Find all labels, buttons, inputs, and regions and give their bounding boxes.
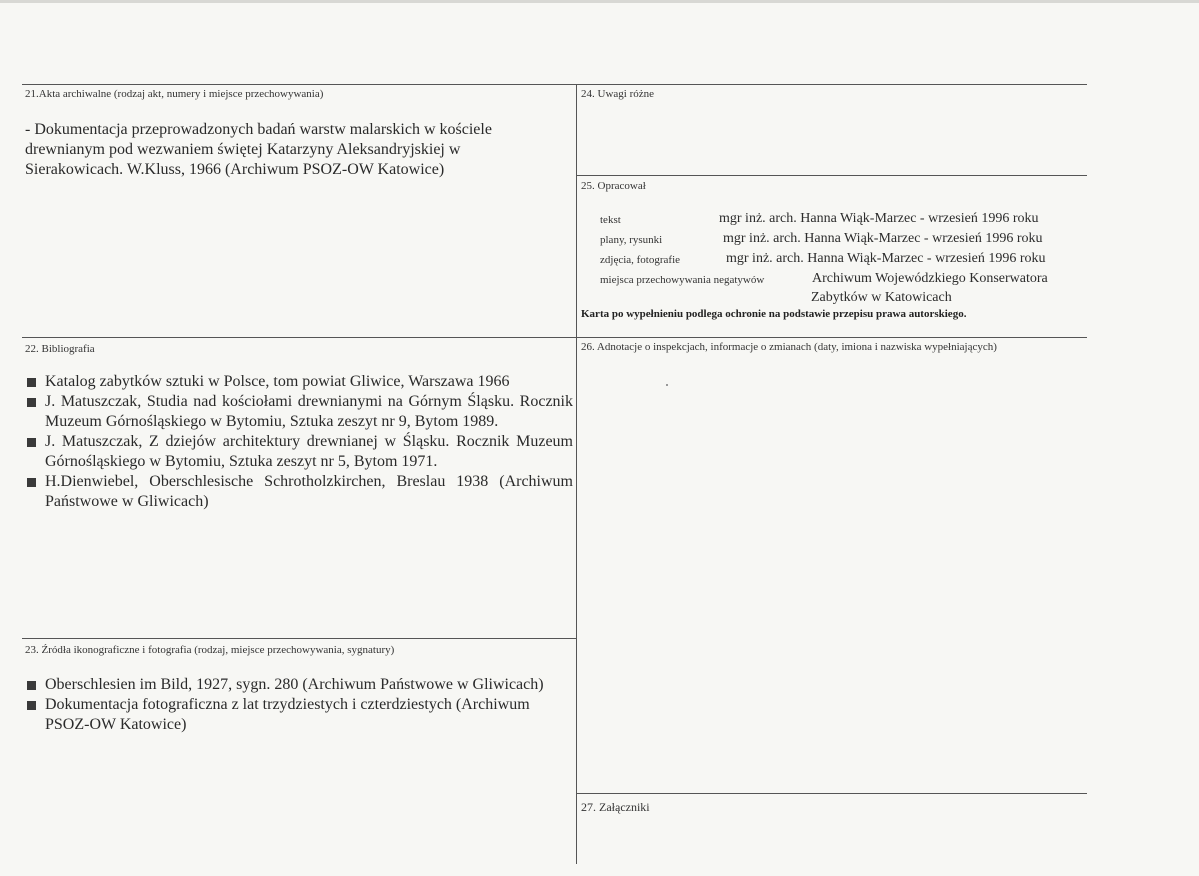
zalaczniki-label: 27. Załączniki	[581, 800, 650, 814]
rule-uwagi-opracowal	[576, 175, 1087, 176]
paper-speck	[666, 384, 668, 386]
row-value: mgr inż. arch. Hanna Wiąk-Marzec - wrzesień 1996 roku	[719, 211, 1039, 226]
bibliografia-list	[25, 372, 573, 512]
rule-bibliografia-zrodla	[22, 638, 576, 639]
sheet-top-edge	[0, 0, 1199, 3]
zrodla-label: 23. Źródła ikonograficzne i fotografia (rodzaj, miejsce przechowywania, sygnatury)	[25, 644, 395, 656]
list-item: Katalog zabytków sztuki w Polsce, tom powiat Gliwice, Warszawa 1966	[25, 372, 573, 392]
row-key: miejsca przechowywania negatywów	[600, 274, 765, 286]
list-item: H.Dienwiebel, Oberschlesische Schrotholzkirchen, Breslau 1938 (Archiwum Państwowe w Gliwicach)	[25, 472, 573, 512]
top-rule	[22, 84, 1087, 85]
zrodla-list	[25, 675, 573, 735]
rule-adnotacje-zalaczniki	[576, 793, 1087, 794]
row-value: mgr inż. arch. Hanna Wiąk-Marzec - wrzesień 1996 roku	[723, 231, 1043, 246]
row-key: tekst	[600, 214, 621, 226]
adnotacje-label: 26. Adnotacje o inspekcjach, informacje o zmianach (daty, imiona i nazwiska wypełniających)	[581, 341, 997, 353]
list-item: Dokumentacja fotograficzna z lat trzydziestych i czterdziestych (Archiwum PSOZ-OW Katowice)	[25, 695, 555, 735]
opracowal-label: 25. Opracował	[581, 180, 646, 192]
center-divider	[576, 84, 577, 864]
list-item: J. Matuszczak, Z dziejów architektury drewnianej w Śląsku. Rocznik Muzeum Górnośląskiego w Bytomiu, Sztuka zeszyt nr 5, Bytom 1971.	[25, 432, 573, 472]
row-value-continued: Zabytków w Katowicach	[811, 290, 952, 305]
row-key: plany, rysunki	[600, 234, 663, 246]
list-item: Oberschlesien im Bild, 1927, sygn. 280 (Archiwum Państwowe w Gliwicach)	[25, 675, 573, 695]
copyright-note: Karta po wypełnieniu podlega ochronie na podstawie przepisu prawa autorskiego.	[581, 308, 967, 320]
rule-middle	[22, 337, 1087, 338]
bibliografia-label: 22. Bibliografia	[25, 343, 95, 355]
list-item: J. Matuszczak, Studia nad kościołami drewnianymi na Górnym Śląsku. Rocznik Muzeum Górnośląskiego w Bytomiu, Sztuka zeszyt nr 9, Bytom 1989.	[25, 392, 573, 432]
uwagi-label: 24. Uwagi różne	[581, 88, 655, 100]
row-value: mgr inż. arch. Hanna Wiąk-Marzec - wrzesień 1996 roku	[726, 251, 1046, 266]
akta-label: 21.Akta archiwalne (rodzaj akt, numery i miejsce przechowywania)	[25, 88, 324, 100]
row-value: Archiwum Wojewódzkiego Konserwatora	[812, 271, 1048, 286]
row-key: zdjęcia, fotografie	[600, 254, 681, 266]
akta-text: - Dokumentacja przeprowadzonych badań warstw malarskich w kościele drewnianym pod wezwaniem świętej Katarzyny Aleksandryjskiej w Sierakowicach. W.Kluss, 1966 (Archiwum PSOZ-OW Katowice)	[25, 121, 492, 178]
